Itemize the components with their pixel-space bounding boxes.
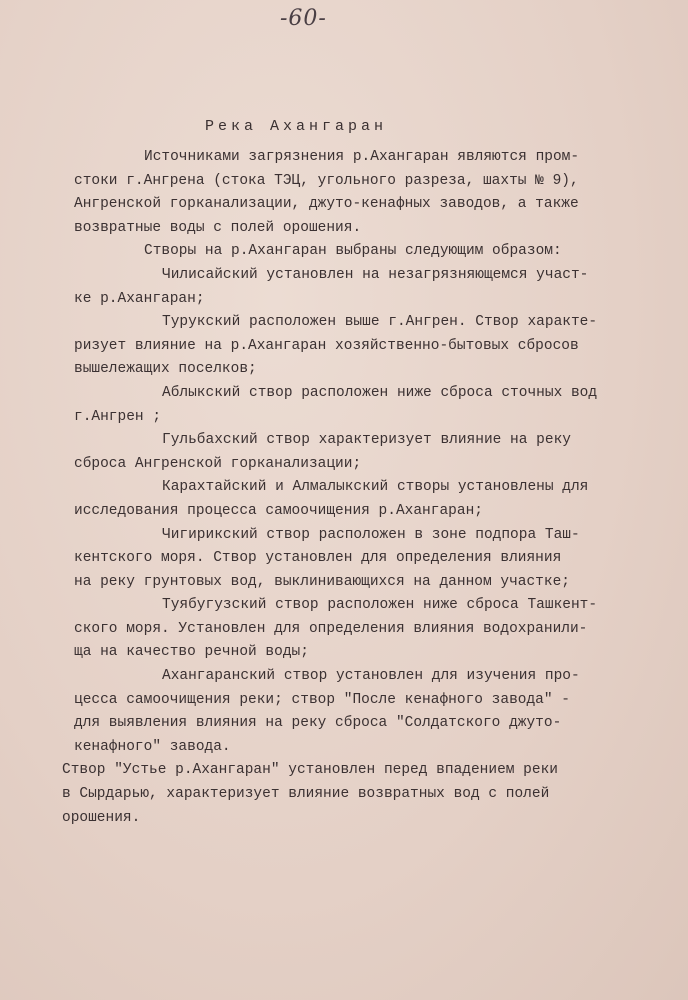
text-line: Турукский расположен выше г.Ангрен. Створ характе- <box>162 314 598 331</box>
text-line: сброса Ангренской горканализации; <box>74 455 362 472</box>
text-line: орошения. <box>62 809 141 826</box>
text-line: в Сырдарью, характеризует влияние возвратных вод с полей <box>62 786 550 803</box>
text-line: стоки г.Ангрена (стока ТЭЦ, угольного разреза, шахты № 9), <box>74 172 579 189</box>
text-line: Створы на р.Ахангаран выбраны следующим образом: <box>144 243 562 260</box>
text-line: ке р.Ахангаран; <box>74 290 205 307</box>
text-line: кентского моря. Створ установлен для определения влияния <box>74 550 562 567</box>
text-line: на реку грунтовых вод, выклинивающихся на данном участке; <box>74 573 570 590</box>
text-line: Карахтайский и Алмалыкский створы установлены для <box>162 479 589 496</box>
text-line: Аблыкский створ расположен ниже сброса сточных вод <box>162 384 598 401</box>
text-line: ща на качество речной воды; <box>74 644 309 661</box>
text-line: Чигирикский створ расположен в зоне подпора Таш- <box>162 526 580 543</box>
document-title: Река Ахангаран <box>205 118 388 135</box>
text-line: для выявления влияния на реку сброса "Солдатского джуто- <box>74 715 562 732</box>
text-line: Гульбахский створ характеризует влияние на реку <box>162 432 571 449</box>
text-line: ризует влияние на р.Ахангаран хозяйственно-бытовых сбросов <box>74 337 579 354</box>
body-text <box>62 146 654 830</box>
text-line: Ахангаранский створ установлен для изучения про- <box>162 668 580 685</box>
text-line: возвратные воды с полей орошения. <box>74 219 362 236</box>
text-line: кенафного" завода. <box>74 738 231 755</box>
text-line: Источниками загрязнения р.Ахангаран являются пром- <box>144 149 580 165</box>
page-number: -60- <box>280 6 327 31</box>
text-line: вышележащих поселков; <box>74 361 257 378</box>
text-line: Чилисайский установлен на незагрязняющемся участ- <box>162 266 589 283</box>
text-line: ского моря. Установлен для определения влияния водохранили- <box>74 620 588 637</box>
text-line: Ангренской горканализации, джуто-кенафных заводов, а также <box>74 196 579 213</box>
text-line: цесса самоочищения реки; створ "После кенафного завода" - <box>74 691 570 708</box>
text-line: Створ "Устье р.Ахангаран" установлен перед впадением реки <box>62 762 558 779</box>
text-line: г.Ангрен ; <box>74 408 162 425</box>
text-line: Туябугузский створ расположен ниже сброса Ташкент- <box>162 597 598 614</box>
text-line: исследования процесса самоочищения р.Ахангаран; <box>74 502 483 519</box>
